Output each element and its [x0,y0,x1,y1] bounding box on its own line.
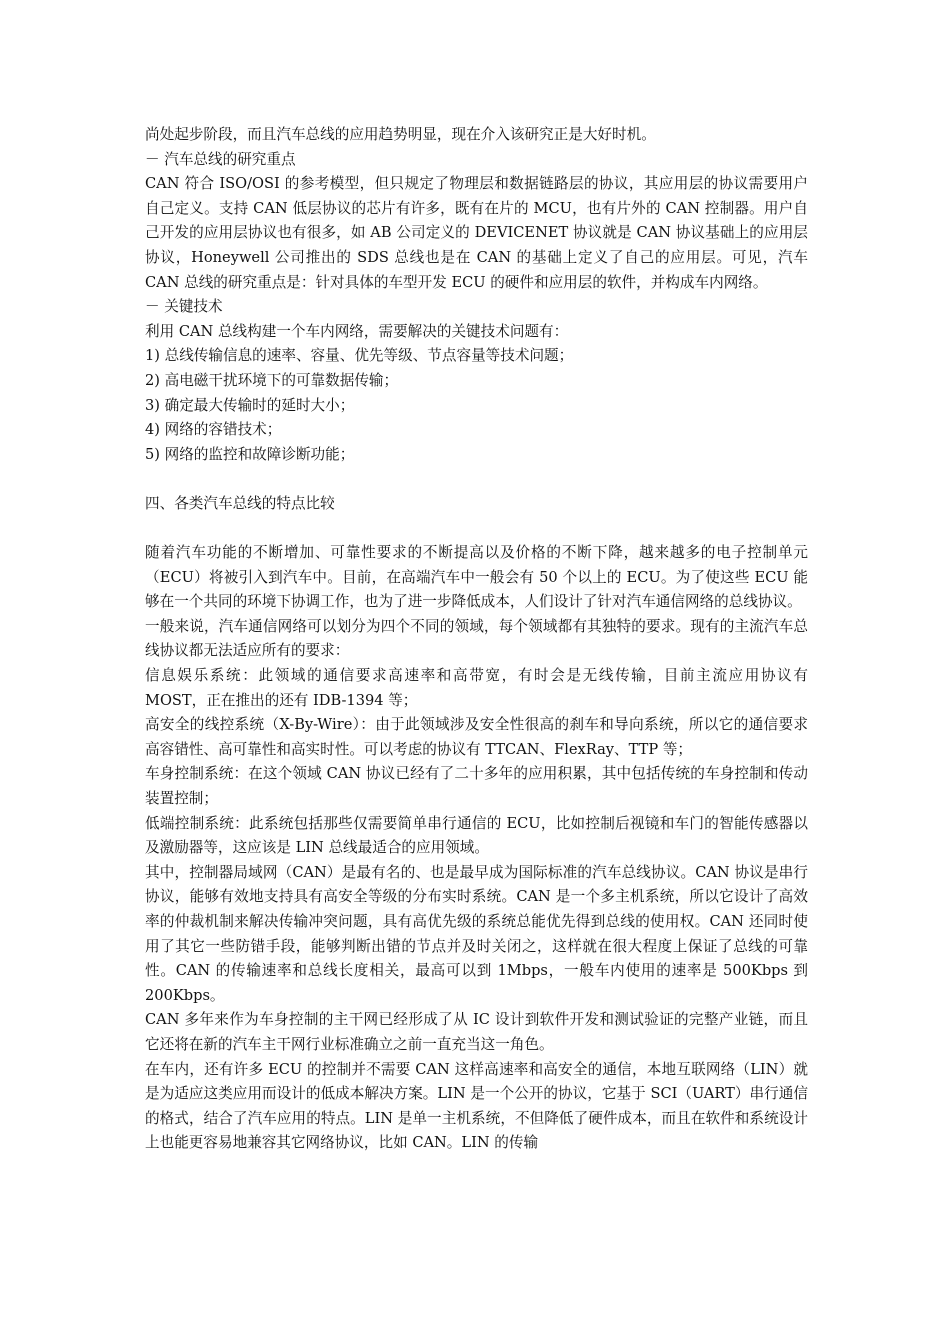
paragraph: 一般来说，汽车通信网络可以划分为四个不同的领域，每个领域都有其独特的要求。现有的主流汽车总线协议都无法适应所有的要求： [145,617,808,660]
paragraph: 低端控制系统：此系统包括那些仅需要简单串行通信的 ECU，比如控制后视镜和车门的智能传感器以及激励器等，这应该是 LIN 总线最适合的应用领域。 [145,814,808,857]
list-item: 1) 总线传输信息的速率、容量、优先等级、节点容量等技术问题； [145,347,574,365]
paragraph: 信息娱乐系统：此领域的通信要求高速率和高带宽，有时会是无线传输，目前主流应用协议有 MOST，正在推出的还有 IDB-1394 等； [145,667,808,709]
list-item: 3) 确定最大传输时的延时大小； [145,396,355,414]
document-body [145,123,808,1156]
paragraph: 高安全的线控系统（X-By-Wire）：由于此领域涉及安全性很高的刹车和导向系统，所以它的通信要求高容错性、高可靠性和高实时性。可以考虑的协议有 TTCAN、FlexRay、TTP 等； [145,716,808,758]
paragraph: 在车内，还有许多 ECU 的控制并不需要 CAN 这样高速率和高安全的通信，本地互联网络（LIN）就是为适应这类应用而设计的低成本解决方案。LIN 是一个公开的协议，它基于 SCI（UART）串行通信的格式，结合了汽车应用的特点。LIN 是单一主机系统，不但降低了硬件成本，而且在软件和系统设计上也能更容易地兼容其它网络协议，比如 CAN。LIN 的传输 [145,1060,808,1152]
paragraph: 利用 CAN 总线构建一个车内网络，需要解决的关键技术问题有： [145,322,569,340]
list-item: 2) 高电磁干扰环境下的可靠数据传输； [145,371,399,389]
paragraph: 尚处起步阶段，而且汽车总线的应用趋势明显，现在介入该研究正是大好时机。 [145,126,656,143]
section-heading: － 汽车总线的研究重点 [145,150,296,168]
chapter-heading: 四、各类汽车总线的特点比较 [145,494,335,512]
list-item: 5) 网络的监控和故障诊断功能； [145,445,355,463]
blank-line [145,467,808,492]
paragraph: 其中，控制器局域网（CAN）是最有名的、也是最早成为国际标准的汽车总线协议。CAN 协议是串行协议，能够有效地支持具有高安全等级的分布实时系统。CAN 是一个多主机系统，所以它设计了高效率的仲裁机制来解决传输冲突问题，具有高优先级的系统总能优先得到总线的使用权。CAN 还同时使用了其它一些防错手段，能够判断出错的节点并及时关闭之，这样就在很大程度上保证了总线的可靠性。CAN 的传输速率和总线长度相关，最高可以到 1Mbps，一般车内使用的速率是 500Kbps 到 200Kbps。 [145,863,808,1004]
blank-line [145,517,808,542]
paragraph: 车身控制系统：在这个领域 CAN 协议已经有了二十多年的应用积累，其中包括传统的车身控制和传动装置控制； [145,765,808,808]
paragraph: CAN 多年来作为车身控制的主干网已经形成了从 IC 设计到软件开发和测试验证的完整产业链，而且它还将在新的汽车主干网行业标准确立之前一直充当这一角色。 [145,1011,808,1053]
paragraph: CAN 符合 ISO/OSI 的参考模型，但只规定了物理层和数据链路层的协议，其应用层的协议需要用户自己定义。支持 CAN 低层协议的芯片有许多，既有在片的 MCU，也有片外的 CAN 控制器。用户自己开发的应用层协议也有很多，如 AB 公司定义的 DEVICENET 协议就是 CAN 协议基础上的应用层协议，Honeywell 公司推出的 SDS 总线也是在 CAN 的基础上定义了自己的应用层。可见，汽车 CAN 总线的研究重点是：针对具体的车型开发 ECU 的硬件和应用层的软件，并构成车内网络。 [145,175,808,291]
section-heading: － 关键技术 [145,298,223,316]
list-item: 4) 网络的容错技术； [145,421,282,439]
paragraph: 随着汽车功能的不断增加、可靠性要求的不断提高以及价格的不断下降，越来越多的电子控制单元（ECU）将被引入到汽车中。目前，在高端汽车中一般会有 50 个以上的 ECU。为了使这些 ECU 能够在一个共同的环境下协调工作，也为了进一步降低成本，人们设计了针对汽车通信网络的总线协议。 [145,544,808,611]
